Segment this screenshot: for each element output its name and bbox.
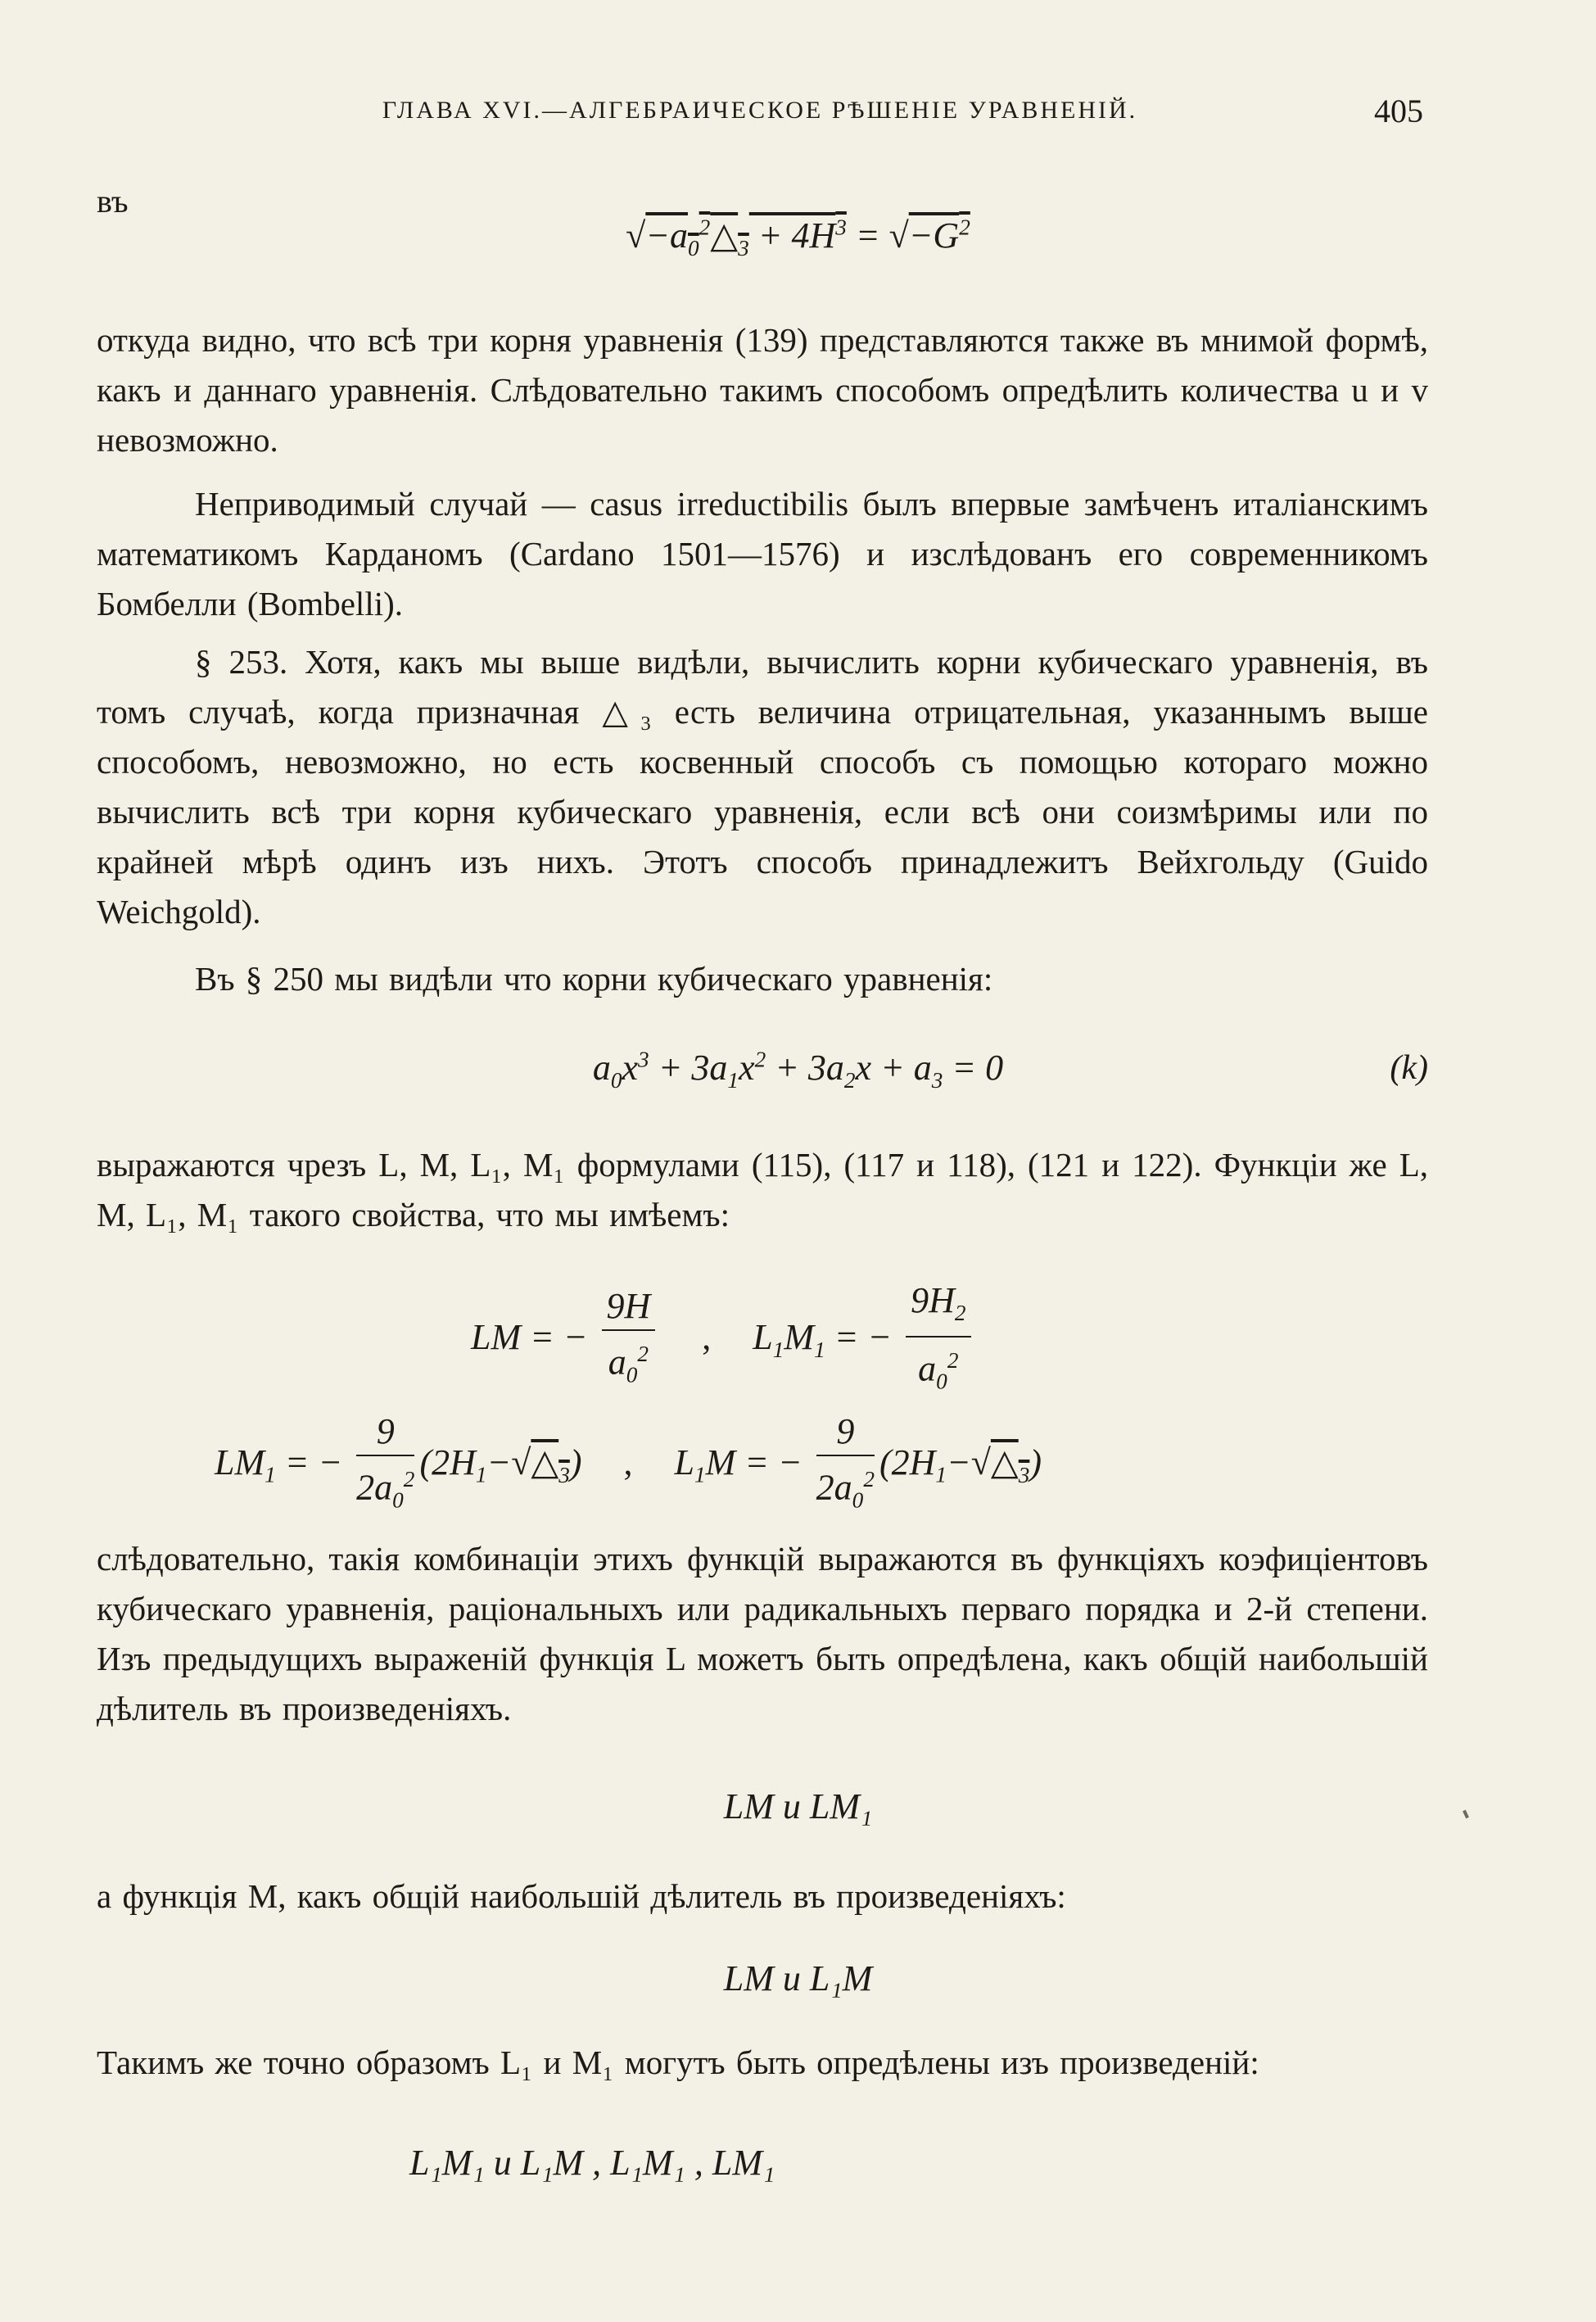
paragraph-8: Такимъ же точно образомъ L₁ и M₁ могутъ быть опредѣлены изъ произведеній: — [97, 2044, 1259, 2081]
equation-label-k: (k) — [1390, 1049, 1428, 1087]
formula-lm: LM = − $\frac{9H}{a_0^2}$ , $L_1M_1$ = − $\frac{9H_2}{a_0^2}$ — [471, 1278, 976, 1404]
paragraph-1: откуда видно, что всѣ три корня уравненія (139) представляются также въ мнимой формѣ, какъ и даннаго уравненія. Слѣдовательно такимъ способомъ опредѣлить количества u и v невозможно. — [97, 321, 1428, 459]
formula-radical-identity: $√-a_0^2\triangle_3 + 4H^3 = √-G^2$ — [626, 215, 970, 260]
paragraph-3: § 253. Хотя, какъ мы выше видѣли, вычислить корни кубическаго уравненія, въ томъ случаѣ, когда призначная △₃ есть величина отрицательная, указаннымъ выше способомъ, невозможно, но есть косвенный способъ съ помощью котораго можно вычислить всѣ три корня кубическаго уравненія, если всѣ они соизмѣримы или по крайней мѣрѣ одинъ изъ нихъ. Этотъ способъ принадлежитъ Вейхгольду (Guido Weichgold). — [97, 643, 1428, 930]
paragraph-2: Неприводимый случай — casus irreductibilis былъ впервые замѣченъ италіанскимъ математикомъ Карданомъ (Cardano 1501—1576) и изслѣдованъ его современникомъ Бомбелли (Bombelli). — [97, 485, 1428, 622]
formula-lm-and-l1m: LM и L₁M — [723, 1958, 873, 1998]
formula-lm-and-lm1: LM и LM₁ — [723, 1786, 873, 1826]
formula-lm1: $LM_1$ = − $\frac{9}{2a_0^2}$ $(2H_1-√\triangle_3)$ , $L_1M$ = − $\frac{9}{2a_0^2}$ $(2H_1-√\triangle_3)$ — [215, 1409, 1042, 1523]
paragraph-4: Въ § 250 мы видѣли что корни кубическаго уравненія: — [195, 960, 993, 998]
formula-final-pairs: L₁M₁ и L₁M , L₁M₁ , LM₁ — [409, 2143, 775, 2183]
formula-k: $a_0x^3 + 3a_1x^2 + 3a_2x + a_3 = 0$ — [592, 1047, 1004, 1093]
running-title: ГЛАВА XVI.—АЛГЕБРАИЧЕСКОЕ РѢШЕНІЕ УРАВНЕНІЙ. — [382, 97, 1138, 124]
page-number: 405 — [1374, 93, 1423, 129]
paragraph-6: слѣдовательно, такія комбинаціи этихъ функцій выражаются въ функціяхъ коэфиціентовъ кубическаго уравненія, раціональныхъ или радикальныхъ перваго порядка и 2-й степени. Изъ предыдущихъ выраженій функція L можетъ быть опредѣлена, какъ общій наибольшій дѣлитель въ произведеніяхъ. — [97, 1540, 1428, 1727]
lead-word: въ — [97, 183, 129, 220]
paragraph-5: выражаются чрезъ L, M, L₁, M₁ формулами (115), (117 и 118), (121 и 122). Функціи же L, M, L₁, M₁ такого свойства, что мы имѣемъ: — [97, 1146, 1428, 1233]
paragraph-7: а функція M, какъ общій наибольшій дѣлитель въ произведеніяхъ: — [97, 1877, 1066, 1915]
page-header — [97, 92, 1423, 141]
